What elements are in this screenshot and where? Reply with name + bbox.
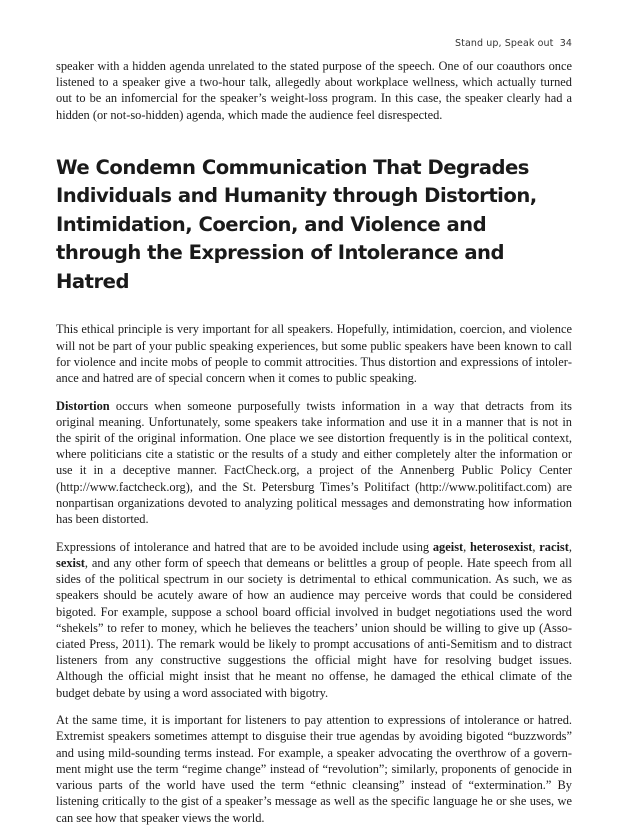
term-ageist: ageist [432,539,464,554]
section-heading: We Condemn Communication That Degrades Individuals and Humanity through Distortion, Intimidation, Coercion, and Violence and through the Expression of Intolerance and Hatred [56,155,537,293]
page-number: 34 [559,38,572,49]
term-heterosexist: heterosexist [470,539,533,554]
separator: , [463,539,471,554]
distortion-paragraph [56,398,572,528]
distortion-term: Distortion [56,398,110,413]
running-head [455,38,572,49]
intolerance-paragraph [56,539,572,701]
intolerance-lead: Expressions of intolerance and hatred that are to be avoided include using [56,539,433,554]
separator: , [568,539,572,554]
term-sexist: sexist [56,555,85,570]
page-body [56,58,572,837]
term-racist: racist [539,539,569,554]
intro-paragraph: speaker with a hidden agenda unrelated to the stated purpose of the speech. One of our coauthors once listened to a speaker give a two-hour talk, allegedly about workplace wellness, which actually turned out to be an infomercial for the speaker’s weight-loss program. In this case, the speaker clearly had a hidden (or not-so-hidden) agenda, which made the audience feel disrespected. [56,59,572,122]
principle-paragraph: This ethical principle is very important for all speakers. Hopefully, intimidation, coercion, and violence will not be part of your public speaking experiences, but some public speakers have been known to call for violence and incite mobs of people to commit attrocities. Thus distortion and expressions of intolerance and hatred are of special concern when it comes to public speaking. [56,322,572,385]
separator: , [532,539,540,554]
running-head-title: Stand up, Speak out [455,38,554,49]
listeners-paragraph: At the same time, it is important for listeners to pay attention to expressions of intolerance or hatred. Extremist speakers sometimes attempt to disguise their true agendas by avoiding bigoted “buzzwords” and using mild-sounding terms instead. For example, a speaker advocating the overthrow of a government might use the term “regime change” instead of “revolution”; similarly, proponents of genocide in various parts of the world have used the term “ethnic cleansing” instead of “extermination.” By listening critically to the gist of a speaker’s message as well as the specific language he or she uses, we can see how that speaker views the world. [56,713,572,825]
distortion-text: occurs when someone purposefully twists information in a way that detracts from its original meaning. Unfortunately, some speakers take information and use it in a manner that is not in the spirit of the original information. One place we see distortion frequently is in the political context, where politicians cite a statistic or the results of a study and either completely alter the information or use it in a deceptive manner. FactCheck.org, a project of the Annenberg Public Policy Center (http://www.factcheck.org), and the St. Petersburg Times’s Politifact (http://www.politifact.com) are nonpartisan organizations devoted to analyzing political messages and demonstrating how information has been distorted. [56,398,572,527]
intolerance-rest: , and any other form of speech that demeans or belittles a group of people. Hate speech from all sides of the political spectrum in our society is detrimental to ethical communication. As such, we as speakers should be acutely aware of how an audience may perceive words that could be considered bigoted. For example, suppose a school board official involved in budget negotiations used the word “shekels” to refer to money, which he believes the teachers’ union should be willing to give up (Associated Press, 2011). The remark would be likely to prompt accusations of anti-Semitism and to distract listeners from any constructive suggestions the official might have for resolving budget issues. Although the official might insist that he meant no offense, he damaged the ethical climate of the budget debate by using a word associated with bigotry. [56,555,572,700]
